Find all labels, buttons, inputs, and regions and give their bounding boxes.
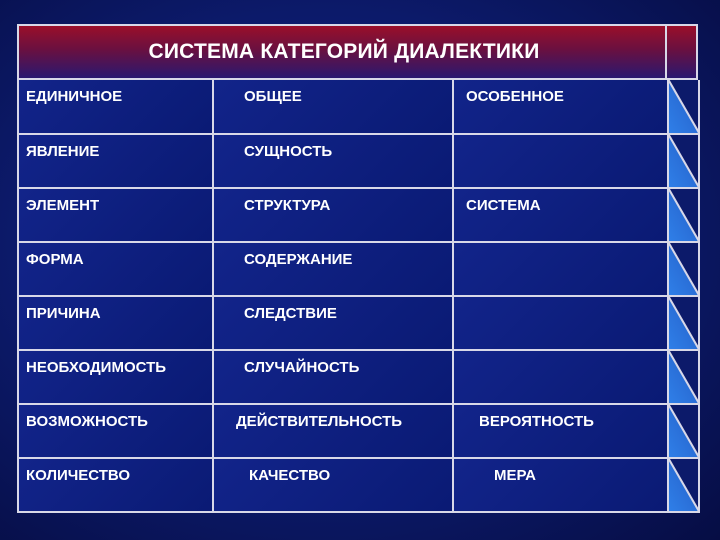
table-cell: [453, 296, 668, 350]
cell-text: ВЕРОЯТНОСТЬ: [479, 413, 594, 430]
cell-text: ЯВЛЕНИЕ: [26, 143, 100, 160]
table-cell: [453, 350, 668, 404]
cell-text: МЕРА: [494, 467, 537, 484]
table-cell: [18, 80, 213, 134]
decorative-stripe: [669, 135, 698, 187]
decorative-stripe: [669, 297, 698, 349]
decorative-stripe-cell: [668, 458, 699, 512]
table-row: [18, 188, 699, 242]
cell-text: КАЧЕСТВО: [249, 467, 331, 484]
table-cell: [453, 80, 668, 134]
decorative-stripe-cell: [668, 134, 699, 188]
cell-text: ДЕЙСТВИТЕЛЬНОСТЬ: [236, 413, 403, 430]
cell-text: ПРИЧИНА: [26, 305, 101, 322]
table-cell: [18, 350, 213, 404]
cell-text: СТРУКТУРА: [244, 197, 331, 214]
table-row: [18, 242, 699, 296]
decorative-stripe: [669, 459, 698, 511]
cell-text: ВОЗМОЖНОСТЬ: [26, 413, 148, 430]
table-row: [18, 80, 699, 134]
decorative-stripe: [669, 351, 698, 403]
table-cell: [213, 80, 453, 134]
table-cell: [453, 188, 668, 242]
cell-text: СЛУЧАЙНОСТЬ: [244, 359, 360, 376]
cell-text: ОБЩЕЕ: [244, 88, 302, 105]
table-cell: [18, 296, 213, 350]
table-cell: [18, 188, 213, 242]
table-cell: [213, 350, 453, 404]
decorative-stripe-cell: [668, 242, 699, 296]
categories-table: [17, 80, 700, 513]
cell-text: ФОРМА: [26, 251, 84, 268]
cell-text: СОДЕРЖАНИЕ: [244, 251, 353, 268]
table-cell: [453, 404, 668, 458]
cell-text: СЛЕДСТВИЕ: [244, 305, 337, 322]
table-cell: [453, 458, 668, 512]
table-cell: [18, 458, 213, 512]
decorative-stripe: [669, 243, 698, 295]
table-row: [18, 350, 699, 404]
decorative-stripe-cell: [668, 404, 699, 458]
table-cell: [18, 134, 213, 188]
table-row: [18, 458, 699, 512]
table-cell: [213, 296, 453, 350]
decorative-stripe-cell: [668, 80, 699, 134]
table-row: [18, 404, 699, 458]
title-bar: [17, 24, 667, 80]
decorative-stripe: [669, 189, 698, 241]
decorative-stripe-cell: [668, 350, 699, 404]
decorative-stripe: [669, 80, 698, 133]
table-cell: [213, 242, 453, 296]
cell-text: СИСТЕМА: [466, 197, 541, 214]
decorative-stripe-cell: [668, 188, 699, 242]
cell-text: КОЛИЧЕСТВО: [26, 467, 131, 484]
cell-text: ЭЛЕМЕНТ: [26, 197, 100, 214]
table-cell: [213, 404, 453, 458]
table-cell: [453, 242, 668, 296]
table-cell: [18, 242, 213, 296]
table-cell: [213, 188, 453, 242]
table-cell: [213, 458, 453, 512]
cell-text: ОСОБЕННОЕ: [466, 88, 564, 105]
cell-text: НЕОБХОДИМОСТЬ: [26, 359, 167, 376]
slide-title: СИСТЕМА КАТЕГОРИЙ ДИАЛЕКТИКИ: [148, 40, 540, 63]
title-bar-corner: [667, 24, 698, 80]
table-row: [18, 296, 699, 350]
table-cell: [453, 134, 668, 188]
cell-text: СУЩНОСТЬ: [244, 143, 333, 160]
decorative-stripe: [669, 405, 698, 457]
cell-text: ЕДИНИЧНОЕ: [26, 88, 123, 105]
table-cell: [213, 134, 453, 188]
table-cell: [18, 404, 213, 458]
decorative-stripe-cell: [668, 296, 699, 350]
table-row: [18, 134, 699, 188]
